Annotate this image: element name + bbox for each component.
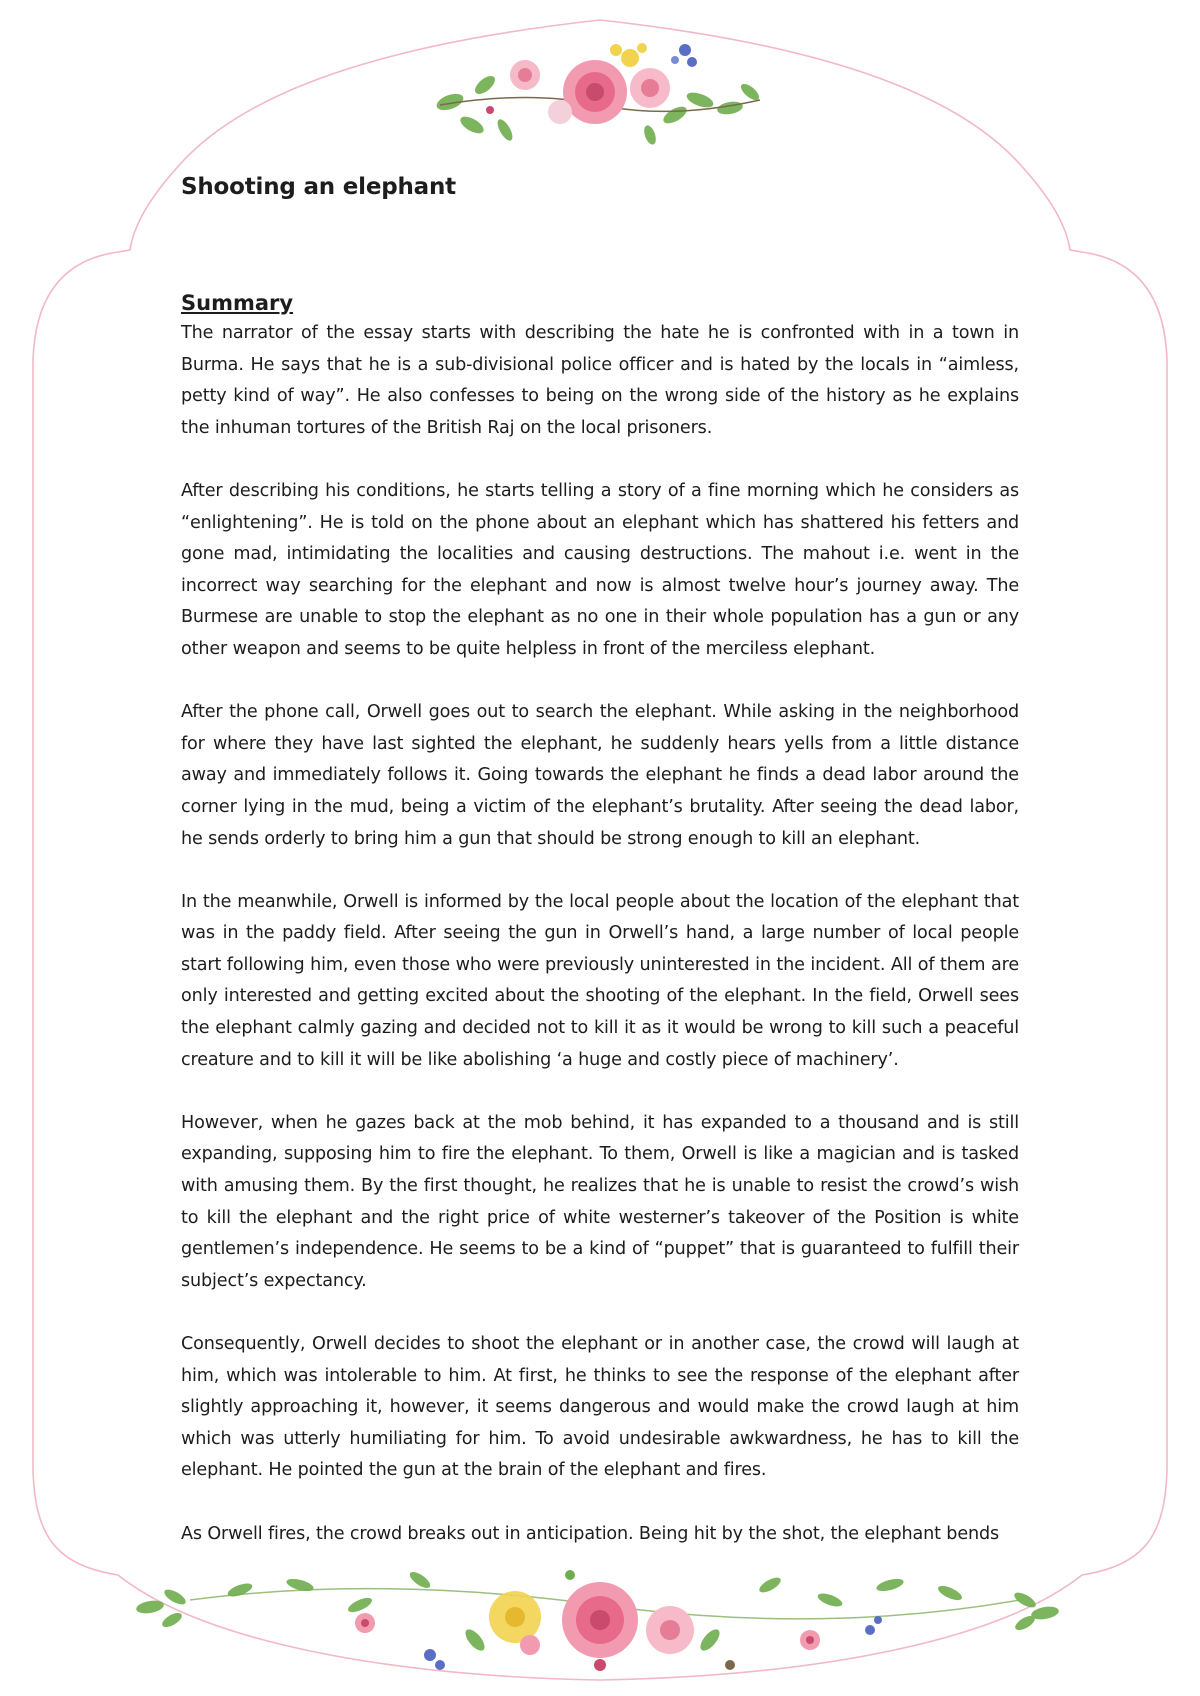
document-body	[181, 168, 1019, 1550]
summary-paragraph: In the meanwhile, Orwell is informed by the local people about the location of the elephant that was in the paddy field. After seeing the gun in Orwell’s hand, a large number of local people start following him, even those who were previously uninterested in the incident. All of them are only interested and getting excited about the shooting of the elephant. In the field, Orwell sees the elephant calmly gazing and decided not to kill it as it would be wrong to kill such a peaceful creature and to kill it will be like abolishing ‘a huge and costly piece of machinery’.	[181, 891, 1019, 1070]
top-floral-decoration	[430, 30, 770, 145]
summary-paragraph: The narrator of the essay starts with describing the hate he is confronted with in a town in Burma. He says that he is a sub-divisional police officer and is hated by the locals in “aimless, petty kind of way”. He also confesses to being on the wrong side of the history as he explains the inhuman tortures of the British Raj on the local prisoners.	[181, 323, 1019, 438]
summary-paragraph: However, when he gazes back at the mob behind, it has expanded to a thousand and is still expanding, supposing him to fire the elephant. To them, Orwell is like a magician and is tasked with amusing them. By the first thought, he realizes that he is unable to resist the crowd’s wish to kill the elephant and the right price of white westerner’s takeover of the Position is white gentlemen’s independence. He seems to be a kind of “puppet” that is guaranteed to fulfill their subject’s expectancy.	[181, 1112, 1019, 1291]
summary-paragraph: After the phone call, Orwell goes out to search the elephant. While asking in the neighborhood for where they have last sighted the elephant, he suddenly hears yells from a little distance away and immediately follows it. Going towards the elephant he finds a dead labor around the corner lying in the mud, being a victim of the elephant’s brutality. After seeing the dead labor, he sends orderly to bring him a gun that should be strong enough to kill an elephant.	[181, 702, 1019, 849]
page-title: Shooting an elephant	[181, 174, 456, 200]
section-heading-summary: Summary	[181, 291, 294, 315]
summary-paragraph: After describing his conditions, he starts telling a story of a fine morning which he considers as “enlightening”. He is told on the phone about an elephant which has shattered his fetters and gone mad, intimidating the localities and causing destructions. The mahout i.e. went in the incorrect way searching for the elephant and now is almost twelve hour’s journey away. The Burmese are unable to stop the elephant as no one in their whole population has a gun or any other weapon and seems to be quite helpless in front of the merciless elephant.	[181, 480, 1019, 659]
bottom-floral-decoration	[130, 1545, 1070, 1685]
summary-paragraph: Consequently, Orwell decides to shoot the elephant or in another case, the crowd will laugh at him, which was intolerable to him. At first, he thinks to see the response of the elephant after slightly approaching it, however, it seems dangerous and would make the crowd laugh at him which was utterly humiliating for him. To avoid undesirable awkwardness, he has to kill the elephant. He pointed the gun at the brain of the elephant and fires.	[181, 1334, 1019, 1481]
summary-paragraph-continued: As Orwell fires, the crowd breaks out in anticipation. Being hit by the shot, the elephant bends	[181, 1523, 1000, 1544]
